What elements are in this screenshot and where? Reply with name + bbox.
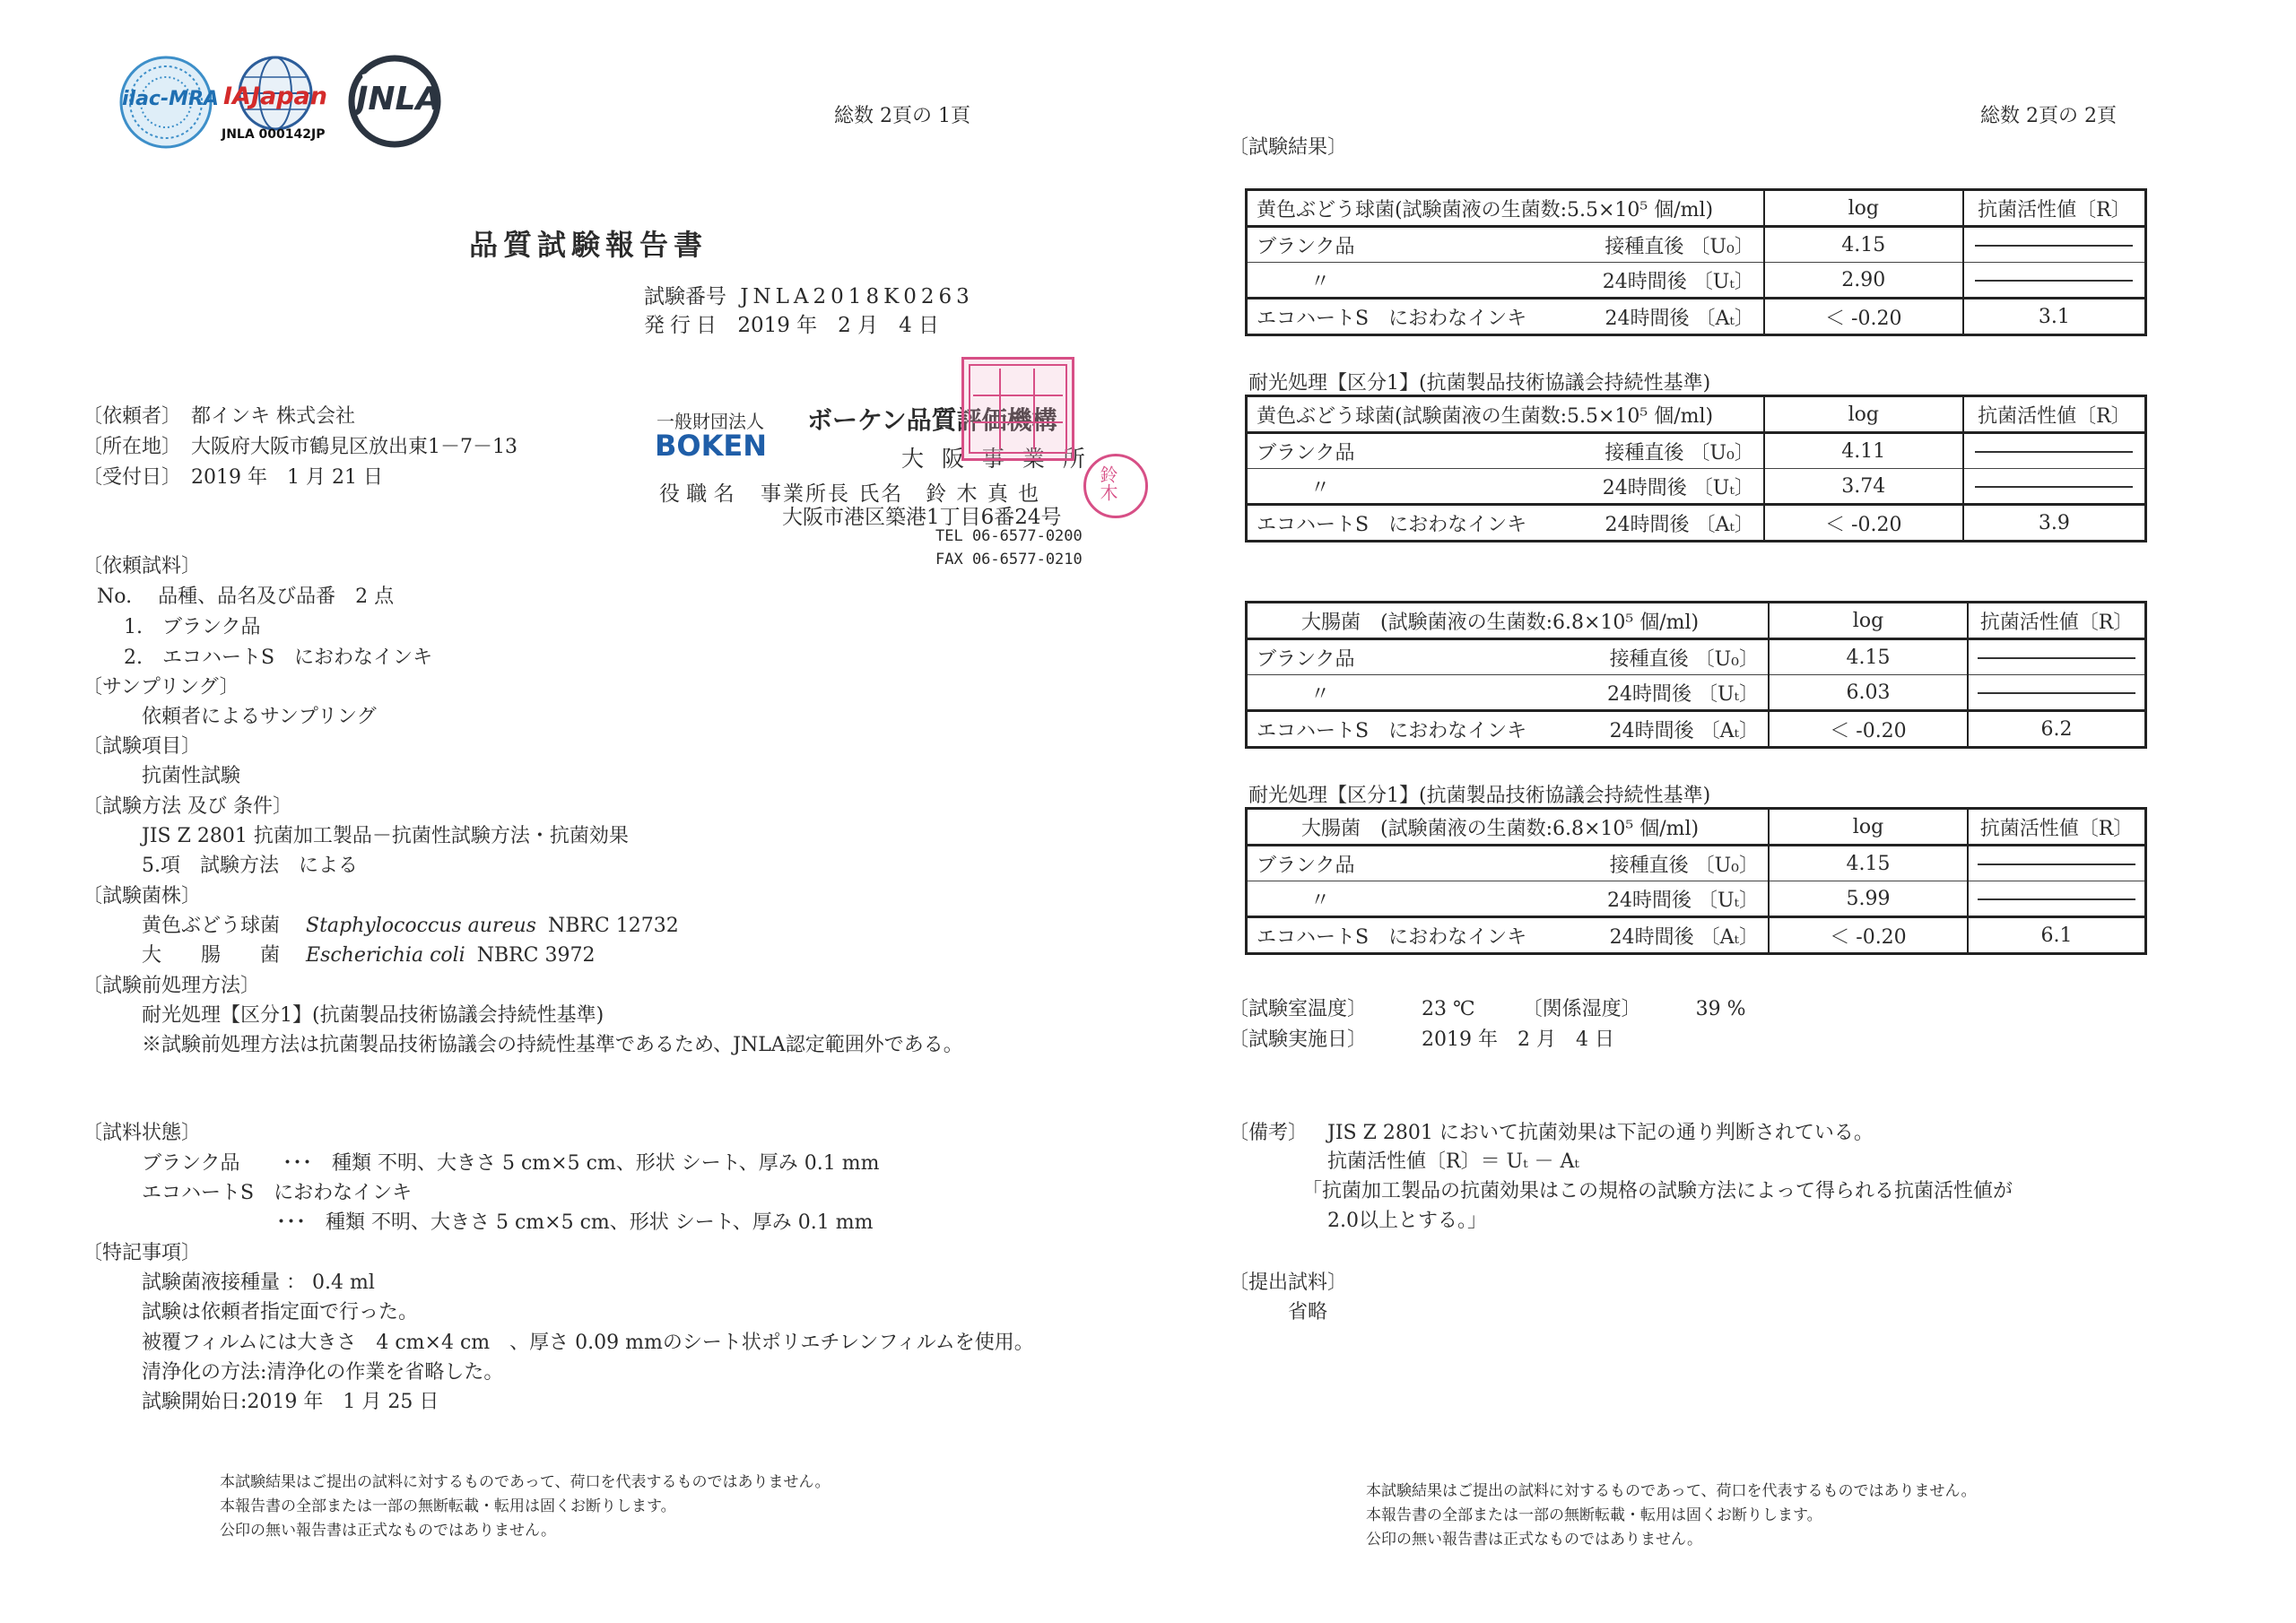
sample-item-2: 2. エコハートS におわなインキ xyxy=(124,647,433,669)
row-activity-value: 6.1 xyxy=(1968,917,2146,954)
issue-date-value: 2019 年 2 月 4 日 xyxy=(737,314,940,337)
org-tel: TEL 06-6577-0200 xyxy=(935,527,1083,545)
boken-logo: BOKEN xyxy=(655,429,768,463)
org-name: ボーケン品質評価機構 xyxy=(807,405,1057,435)
row-activity-dash xyxy=(1963,227,2146,263)
strain-1-name: 黄色ぶどう球菌 xyxy=(142,915,281,937)
personal-seal xyxy=(1083,454,1148,518)
row-sample-name: エコハートS におわなインキ xyxy=(1257,925,1527,949)
row-sample-name: ブランク品 xyxy=(1247,433,1572,469)
row-timing: 24時間後 〔Aₜ〕 xyxy=(1605,513,1754,536)
row-log-value: ＜ -0.20 xyxy=(1769,711,1968,748)
page-count-2: 総数 2頁の 2頁 xyxy=(1980,105,2117,127)
received-value: 2019 年 1 月 21 日 xyxy=(191,466,383,489)
remarks-line-3: 「抗菌加工製品の抗菌効果はこの規格の試験方法によって得られる抗菌活性値が xyxy=(1302,1180,2013,1202)
client-label: 〔依頼者〕 xyxy=(83,405,182,428)
pretreatment-line-1: 耐光処理【区分1】(抗菌製品技術協議会持続性基準) xyxy=(142,1004,604,1027)
table-header-activity: 抗菌活性値〔R〕 xyxy=(1963,396,2146,433)
remarks-label: 〔備考〕 xyxy=(1229,1122,1309,1144)
row-timing: 24時間後 〔Uₜ〕 xyxy=(1572,469,1764,505)
table-row xyxy=(1247,469,2146,505)
row-activity-dash xyxy=(1968,846,2146,881)
issue-date-label: 発行日 xyxy=(644,314,722,337)
row-sample-name: エコハートS におわなインキ xyxy=(1257,307,1527,330)
row-activity-dash xyxy=(1963,263,2146,299)
org-office: 大 阪 事 業 所 xyxy=(901,446,1091,472)
special-note-1: 試験菌液接種量 ： 0.4 ml xyxy=(142,1271,375,1294)
address-label: 〔所在地〕 xyxy=(83,436,182,458)
sample-state-1-name: ブランク品 xyxy=(142,1152,240,1175)
table-row xyxy=(1247,917,2146,954)
row-sample-name: 〃 xyxy=(1247,881,1574,917)
table-row xyxy=(1247,675,2146,711)
row-log-value: 3.74 xyxy=(1764,469,1963,505)
row-timing: 接種直後 〔U₀〕 xyxy=(1572,227,1764,263)
official-seal xyxy=(961,357,1074,461)
footer-line-2: 本報告書の全部または一部の無断転載・転用は固くお断りします。 xyxy=(220,1497,676,1515)
sample-state-label: 〔試料状態〕 xyxy=(83,1122,202,1144)
row-log-value: ＜ -0.20 xyxy=(1769,917,1968,954)
table-header-row xyxy=(1247,190,2146,227)
strain-2-scientific: Escherichia coli xyxy=(306,944,465,967)
row-sample-name: エコハートS におわなインキ xyxy=(1257,719,1527,742)
table-header-strain: 黄色ぶどう球菌(試験菌液の生菌数:5.5×10⁵ 個/ml) xyxy=(1247,190,1764,227)
table-header-log: log xyxy=(1769,603,1968,639)
iajapan-logo xyxy=(220,52,336,151)
table-row xyxy=(1247,639,2146,675)
row-log-value: 4.11 xyxy=(1764,433,1963,469)
row-log-value: 2.90 xyxy=(1764,263,1963,299)
table-header-log: log xyxy=(1764,190,1963,227)
strain-2-code: NBRC 3972 xyxy=(476,944,596,967)
table-header-strain: 大腸菌 (試験菌液の生菌数:6.8×10⁵ 個/ml) xyxy=(1247,809,1769,846)
table-row xyxy=(1247,711,2146,748)
pretreatment-line-2: ※試験前処理方法は抗菌製品技術協議会の持続性基準であるため、JNLA認定範囲外である。 xyxy=(142,1034,963,1056)
ilac-logo-text: ilac-MRA xyxy=(122,88,219,110)
temperature-value: 23 ℃ xyxy=(1422,998,1475,1020)
row-log-value: 4.15 xyxy=(1769,846,1968,881)
table-header-log: log xyxy=(1764,396,1963,433)
special-note-5: 試験開始日:2019 年 1 月 25 日 xyxy=(142,1391,439,1413)
row-timing: 24時間後 〔Aₜ〕 xyxy=(1605,307,1754,330)
row-log-value: 4.15 xyxy=(1764,227,1963,263)
test-date-row xyxy=(1229,1024,1614,1052)
temperature-label: 〔試験室温度〕 xyxy=(1229,998,1368,1020)
table-header-log: log xyxy=(1769,809,1968,846)
iajapan-logo-text: IAJapan xyxy=(223,82,327,110)
table-row xyxy=(1247,881,2146,917)
table-row xyxy=(1247,846,2146,881)
table-row xyxy=(1247,299,2146,335)
address-row xyxy=(83,431,517,459)
table-header-activity: 抗菌活性値〔R〕 xyxy=(1963,190,2146,227)
ilac-mra-logo xyxy=(117,54,219,151)
footer-line-3: 公印の無い報告書は正式なものではありません。 xyxy=(1366,1531,1703,1549)
results-table-4 xyxy=(1245,807,2147,955)
received-row xyxy=(83,462,383,490)
table-row xyxy=(1247,263,2146,299)
special-note-3: 被覆フィルムには大きさ 4 cm×4 cm 、厚さ 0.09 mmのシート状ポリエチレンフィルムを使用。 xyxy=(142,1332,1034,1354)
remarks-line-2: 抗菌活性値〔R〕＝ Uₜ － Aₜ xyxy=(1327,1150,1579,1173)
remarks-line-4: 2.0以上とする。」 xyxy=(1327,1210,1487,1232)
row-activity-dash xyxy=(1963,469,2146,505)
method-label: 〔試験方法 及び 条件〕 xyxy=(83,795,292,818)
special-notes-label: 〔特記事項〕 xyxy=(83,1242,202,1264)
org-fax: FAX 06-6577-0210 xyxy=(935,551,1083,568)
remarks-line-1: JIS Z 2801 において抗菌効果は下記の通り判断されている。 xyxy=(1327,1122,1874,1144)
sample-label: 〔依頼試料〕 xyxy=(83,555,202,577)
sample-item-1: 1. ブランク品 xyxy=(124,616,261,638)
client-row xyxy=(83,401,355,429)
pretreatment-label: 〔試験前処理方法〕 xyxy=(83,975,261,997)
row-sample-name: ブランク品 xyxy=(1247,639,1574,675)
row-timing: 接種直後 〔U₀〕 xyxy=(1574,846,1769,881)
org-address: 大阪市港区築港1丁目6番24号 xyxy=(782,506,1062,529)
table-header-row xyxy=(1247,603,2146,639)
test-number-label: 試験番号 xyxy=(644,285,726,308)
jnla-logo xyxy=(345,52,444,151)
row-sample-name: 〃 xyxy=(1247,675,1574,711)
row-timing: 接種直後 〔U₀〕 xyxy=(1572,433,1764,469)
strain-1-scientific: Staphylococcus aureus xyxy=(306,915,536,937)
personal-seal-text: 鈴木 xyxy=(1097,465,1118,501)
strain-2-name: 大 腸 菌 xyxy=(142,944,281,967)
strain-row-2 xyxy=(142,940,596,968)
row-timing: 24時間後 〔Aₜ〕 xyxy=(1609,925,1759,949)
org-prefix: 一般財団法人 xyxy=(657,411,764,432)
test-conditions-row xyxy=(1229,994,1746,1021)
position-label: 役 職 名 xyxy=(659,482,735,506)
row-sample-name: ブランク品 xyxy=(1247,846,1574,881)
sampling-value: 依頼者によるサンプリング xyxy=(142,706,377,728)
sample-state-2-value: ･･･ 種類 不明、大きさ 5 cm×5 cm、形状 シート、厚み 0.1 mm xyxy=(276,1211,874,1234)
test-number xyxy=(644,280,974,309)
sampling-label: 〔サンプリング〕 xyxy=(83,676,239,699)
row-activity-dash xyxy=(1968,881,2146,917)
row-sample-name: ブランク品 xyxy=(1247,227,1572,263)
table-header-row xyxy=(1247,396,2146,433)
row-sample-name: 〃 xyxy=(1247,263,1572,299)
footer-line-1: 本試験結果はご提出の試料に対するものであって、荷口を代表するものではありません。 xyxy=(1366,1482,1977,1500)
row-log-value: ＜ -0.20 xyxy=(1764,299,1963,335)
method-line-2: 5.項 試験方法 による xyxy=(142,855,358,877)
test-item-label: 〔試験項目〕 xyxy=(83,735,202,758)
table-row xyxy=(1247,505,2146,542)
page-1-footer xyxy=(220,1471,831,1543)
table-row xyxy=(1247,433,2146,469)
footer-line-2: 本報告書の全部または一部の無断転載・転用は固くお断りします。 xyxy=(1366,1506,1822,1524)
sample-state-1-value: ･･･ 種類 不明、大きさ 5 cm×5 cm、形状 シート、厚み 0.1 mm xyxy=(283,1152,880,1175)
row-timing: 24時間後 〔Uₜ〕 xyxy=(1574,675,1769,711)
row-sample-name: エコハートS におわなインキ xyxy=(1257,513,1527,536)
table-header-activity: 抗菌活性値〔R〕 xyxy=(1968,809,2146,846)
row-timing: 24時間後 〔Uₜ〕 xyxy=(1572,263,1764,299)
test-item-value: 抗菌性試験 xyxy=(142,765,241,787)
table-4-caption: 耐光処理【区分1】(抗菌製品技術協議会持続性基準) xyxy=(1248,785,1711,807)
row-activity-value: 6.2 xyxy=(1968,711,2146,748)
footer-line-1: 本試験結果はご提出の試料に対するものであって、荷口を代表するものではありません。 xyxy=(220,1473,831,1491)
results-table-2 xyxy=(1245,395,2147,542)
row-sample-name: 〃 xyxy=(1247,469,1572,505)
row-activity-dash xyxy=(1963,433,2146,469)
page-2-footer xyxy=(1366,1480,1977,1552)
results-table-1 xyxy=(1245,188,2147,336)
page-count: 総数 2頁の 1頁 xyxy=(834,105,970,127)
row-activity-dash xyxy=(1968,675,2146,711)
table-header-activity: 抗菌活性値〔R〕 xyxy=(1968,603,2146,639)
sample-state-2-name: エコハートS におわなインキ xyxy=(142,1182,413,1204)
client-value: 都インキ 株式会社 xyxy=(191,405,356,428)
sample-header: No. 品種、品名及び品番 2 点 xyxy=(97,586,395,608)
special-note-4: 清浄化の方法:清浄化の作業を省略した。 xyxy=(142,1361,504,1384)
address-value: 大阪府大阪市鶴見区放出東1－7－13 xyxy=(191,436,518,458)
footer-line-3: 公印の無い報告書は正式なものではありません。 xyxy=(220,1522,557,1540)
test-date-label: 〔試験実施日〕 xyxy=(1229,1028,1368,1051)
humidity-value: 39 % xyxy=(1695,998,1746,1020)
row-activity-value: 3.9 xyxy=(1963,505,2146,542)
row-log-value: ＜ -0.20 xyxy=(1764,505,1963,542)
strain-1-code: NBRC 12732 xyxy=(547,915,679,937)
humidity-label: 〔関係湿度〕 xyxy=(1522,998,1641,1020)
issue-date xyxy=(644,308,939,338)
table-header-strain: 黄色ぶどう球菌(試験菌液の生菌数:5.5×10⁵ 個/ml) xyxy=(1247,396,1764,433)
row-timing: 24時間後 〔Uₜ〕 xyxy=(1574,881,1769,917)
test-date-value: 2019 年 2 月 4 日 xyxy=(1422,1028,1614,1051)
table-header-row xyxy=(1247,809,2146,846)
results-label: 〔試験結果〕 xyxy=(1229,136,1348,159)
submitted-label: 〔提出試料〕 xyxy=(1229,1271,1348,1294)
received-label: 〔受付日〕 xyxy=(83,466,182,489)
table-header-strain: 大腸菌 (試験菌液の生菌数:6.8×10⁵ 個/ml) xyxy=(1247,603,1769,639)
row-activity-dash xyxy=(1968,639,2146,675)
sample-state-row-1 xyxy=(142,1148,879,1176)
test-number-value: JNLA2018K0263 xyxy=(740,285,974,308)
position-value: 事業所長 氏名 鈴 木 真 也 xyxy=(760,482,1041,506)
row-log-value: 4.15 xyxy=(1769,639,1968,675)
jnla-registration-number: JNLA 000142JP xyxy=(222,127,326,142)
row-log-value: 6.03 xyxy=(1769,675,1968,711)
row-timing: 24時間後 〔Aₜ〕 xyxy=(1609,719,1759,742)
special-note-2: 試験は依頼者指定面で行った。 xyxy=(142,1301,419,1324)
method-line-1: JIS Z 2801 抗菌加工製品－抗菌性試験方法・抗菌効果 xyxy=(142,825,629,847)
row-timing: 接種直後 〔U₀〕 xyxy=(1574,639,1769,675)
strain-row-1 xyxy=(142,910,679,938)
table-2-caption: 耐光処理【区分1】(抗菌製品技術協議会持続性基準) xyxy=(1248,372,1711,395)
jnla-logo-text: JNLA xyxy=(356,81,441,117)
table-row xyxy=(1247,227,2146,263)
strain-label: 〔試験菌株〕 xyxy=(83,885,202,907)
page-title: 品質試験報告書 xyxy=(469,228,709,262)
results-table-3 xyxy=(1245,601,2147,749)
row-activity-value: 3.1 xyxy=(1963,299,2146,335)
submitted-value: 省略 xyxy=(1288,1301,1328,1324)
row-log-value: 5.99 xyxy=(1769,881,1968,917)
